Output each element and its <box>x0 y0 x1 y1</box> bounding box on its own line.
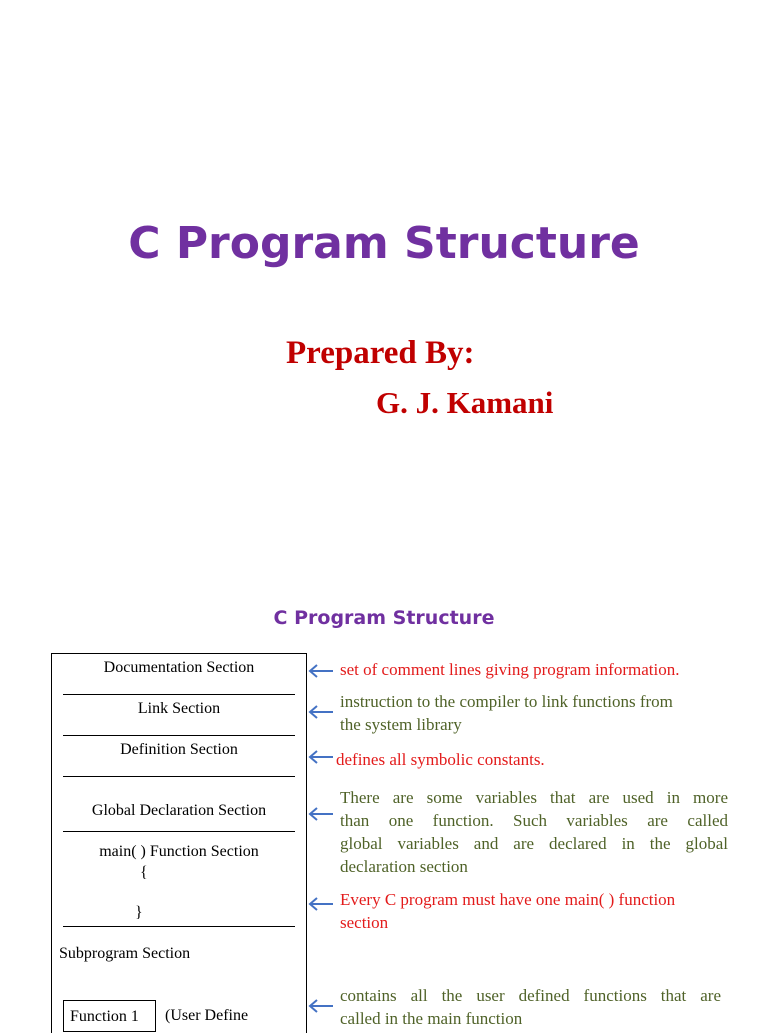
global-note-line-2: than one function. Such variables are called <box>340 811 728 830</box>
cover-title: C Program Structure <box>128 218 640 269</box>
definition-note: defines all symbolic constants. <box>336 750 545 769</box>
link-note-line-2: the system library <box>340 715 462 734</box>
section-divider <box>63 831 295 832</box>
slide-title: C Program Structure <box>273 607 495 629</box>
prepared-by-label: Prepared By: <box>286 335 475 371</box>
open-brace: { <box>140 864 148 881</box>
documentation-section-label: Documentation Section <box>103 659 255 676</box>
section-divider <box>63 776 295 777</box>
section-divider <box>63 735 295 736</box>
section-divider <box>63 694 295 695</box>
author-name: G. J. Kamani <box>376 385 554 420</box>
definition-section-label: Definition Section <box>120 741 238 758</box>
section-divider <box>63 926 295 927</box>
left-arrow-icon <box>308 663 334 679</box>
main-function-section-label: main( ) Function Section <box>99 843 259 860</box>
function-1-box <box>63 1000 156 1032</box>
function-1-label: Function 1 <box>70 1008 139 1025</box>
documentation-note: set of comment lines giving program information. <box>340 660 680 679</box>
main-note-line-1: Every C program must have one main( ) function <box>340 890 676 909</box>
subprogram-section-label: Subprogram Section <box>59 945 191 962</box>
left-arrow-icon <box>308 749 334 765</box>
link-note-line-1: instruction to the compiler to link functions from <box>340 692 673 711</box>
left-arrow-icon <box>308 998 334 1014</box>
left-arrow-icon <box>308 896 334 912</box>
subprogram-note-line-1: contains all the user defined functions that are <box>340 986 721 1005</box>
global-declaration-section-label: Global Declaration Section <box>91 802 267 819</box>
left-arrow-icon <box>308 806 334 822</box>
left-arrow-icon <box>308 704 334 720</box>
global-note-line-1: There are some variables that are used in more <box>340 788 728 807</box>
main-note-line-2: section <box>340 913 389 932</box>
global-note-line-4: declaration section <box>340 857 468 876</box>
link-section-label: Link Section <box>137 700 221 717</box>
user-define-label: (User Define <box>165 1007 249 1024</box>
close-brace: } <box>135 904 143 921</box>
global-note-line-3: global variables and are declared in the global <box>340 834 728 853</box>
subprogram-note-line-2: called in the main function <box>340 1009 523 1028</box>
